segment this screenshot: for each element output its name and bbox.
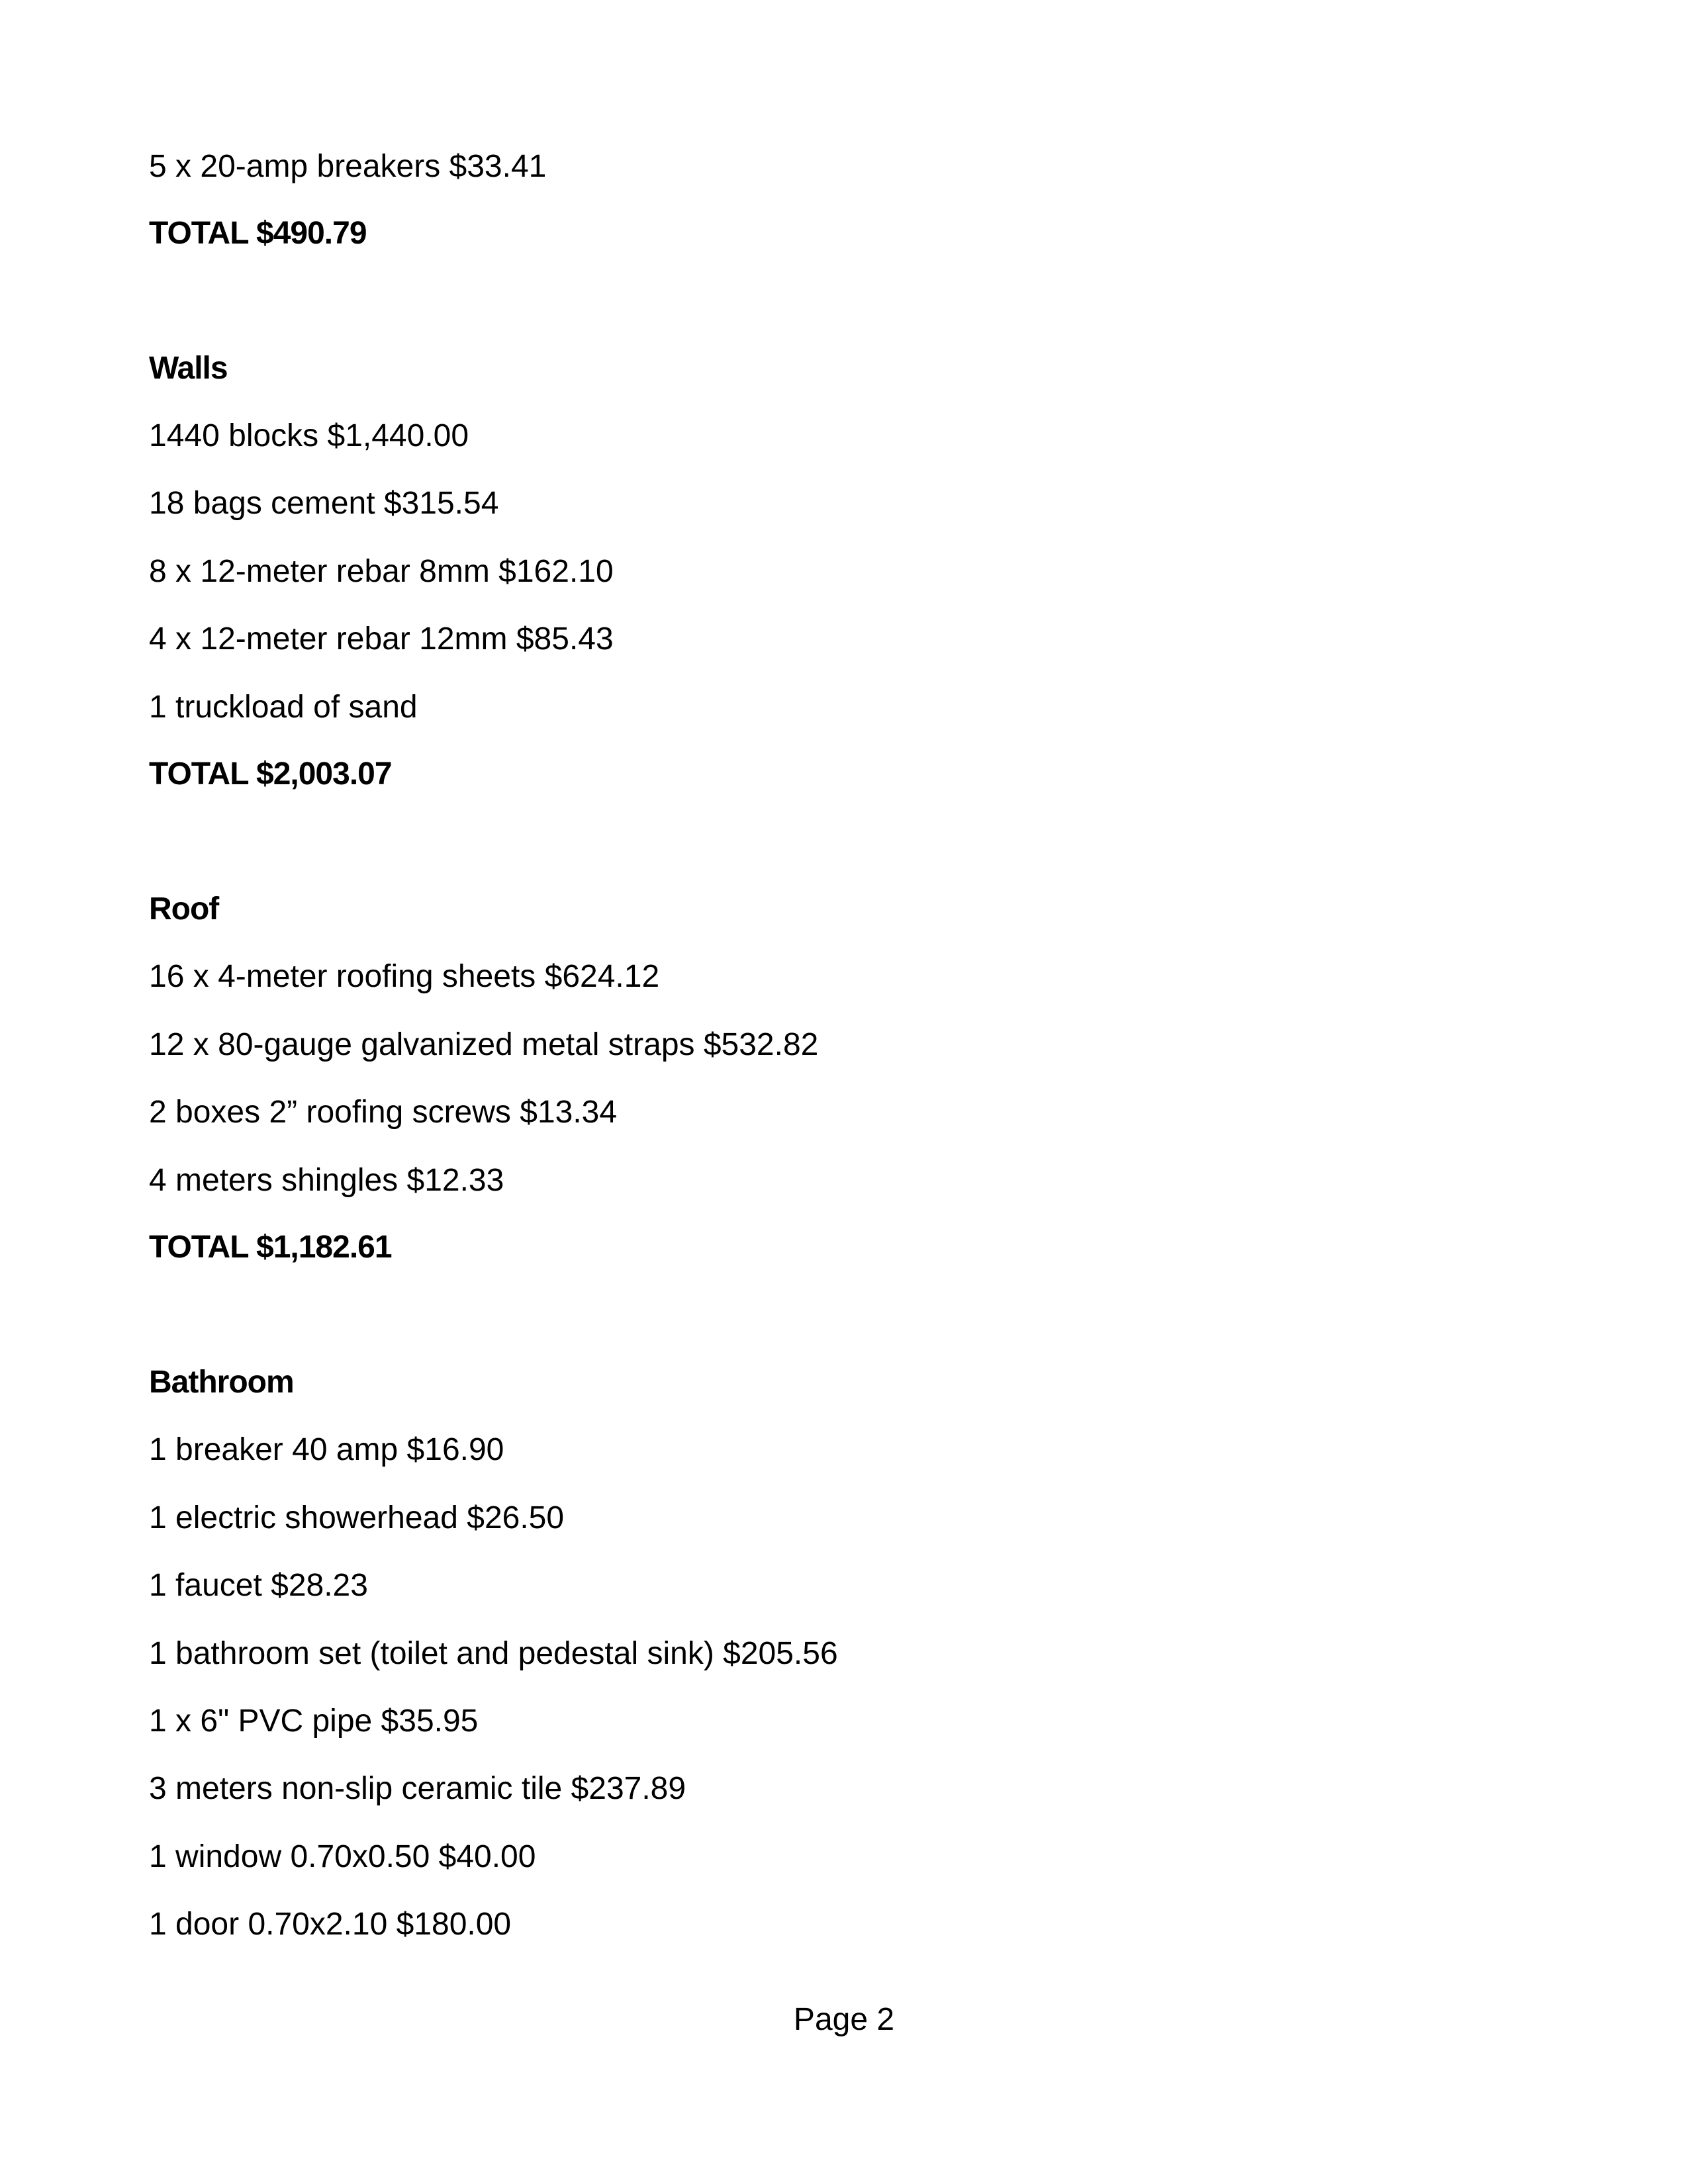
line-item: 2 boxes 2” roofing screws $13.34 (149, 1095, 618, 1130)
line-item: 4 x 12-meter rebar 12mm $85.43 (149, 621, 614, 657)
line-item: 12 x 80-gauge galvanized metal straps $532.82 (149, 1027, 819, 1062)
line-item: 1 x 6" PVC pipe $35.95 (149, 1704, 479, 1739)
line-item: 1 door 0.70x2.10 $180.00 (149, 1907, 512, 1942)
section-total: TOTAL $490.79 (149, 216, 367, 251)
line-item: 1440 blocks $1,440.00 (149, 418, 469, 453)
line-item: 4 meters shingles $12.33 (149, 1163, 504, 1198)
section-total: TOTAL $2,003.07 (149, 756, 392, 792)
section-heading-bathroom: Bathroom (149, 1365, 294, 1400)
line-item: 1 electric showerhead $26.50 (149, 1500, 565, 1535)
line-item: 1 truckload of sand (149, 690, 418, 725)
line-item: 1 breaker 40 amp $16.90 (149, 1432, 504, 1467)
line-item: 5 x 20-amp breakers $33.41 (149, 149, 547, 184)
line-item: 3 meters non-slip ceramic tile $237.89 (149, 1771, 686, 1806)
line-item: 8 x 12-meter rebar 8mm $162.10 (149, 554, 614, 589)
section-total: TOTAL $1,182.61 (149, 1230, 392, 1265)
line-item: 18 bags cement $315.54 (149, 486, 499, 521)
page-number: Page 2 (793, 2002, 895, 2037)
line-item: 16 x 4-meter roofing sheets $624.12 (149, 959, 660, 994)
line-item: 1 window 0.70x0.50 $40.00 (149, 1839, 536, 1874)
line-item: 1 faucet $28.23 (149, 1568, 368, 1603)
section-heading-roof: Roof (149, 891, 219, 927)
line-item: 1 bathroom set (toilet and pedestal sink) $205.56 (149, 1636, 838, 1671)
section-heading-walls: Walls (149, 351, 228, 386)
